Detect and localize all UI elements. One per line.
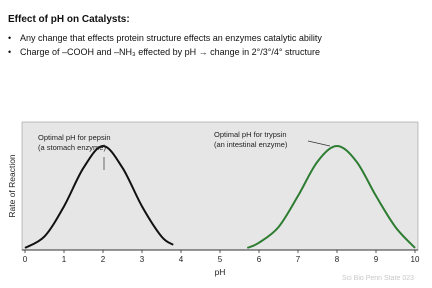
x-tick-label: 9	[373, 255, 379, 264]
y-axis-label: Rate of Reaction	[7, 154, 17, 218]
x-tick-label: 10	[410, 255, 420, 264]
annotation-label: Optimal pH for trypsin	[214, 130, 287, 139]
x-tick-label: 2	[100, 255, 106, 264]
x-tick-label: 3	[139, 255, 145, 264]
x-tick-label: 0	[22, 255, 28, 264]
bullet-text: Charge of –COOH and –NH₃ effected by pH → change in 2°/3°/4° structure	[20, 47, 320, 57]
x-axis-label: pH	[214, 267, 226, 277]
x-tick-label: 7	[295, 255, 301, 264]
x-tick-label: 6	[256, 255, 262, 264]
x-tick-label: 8	[334, 255, 340, 264]
annotation-label: Optimal pH for pepsin	[38, 133, 111, 142]
bullet-marker: •	[8, 33, 12, 43]
footer-credit: Sci Bio Penn State 023	[342, 275, 414, 282]
x-tick-label: 1	[61, 255, 67, 264]
bullet-marker: •	[8, 47, 12, 57]
annotation-label: (a stomach enzyme)	[38, 143, 106, 152]
slide-title: Effect of pH on Catalysts:	[8, 14, 130, 25]
bullet-text: Any change that effects protein structure effects an enzymes catalytic ability	[20, 33, 322, 43]
annotation-label: (an intestinal enzyme)	[214, 140, 288, 149]
x-tick-label: 5	[217, 255, 223, 264]
x-tick-label: 4	[178, 255, 184, 264]
